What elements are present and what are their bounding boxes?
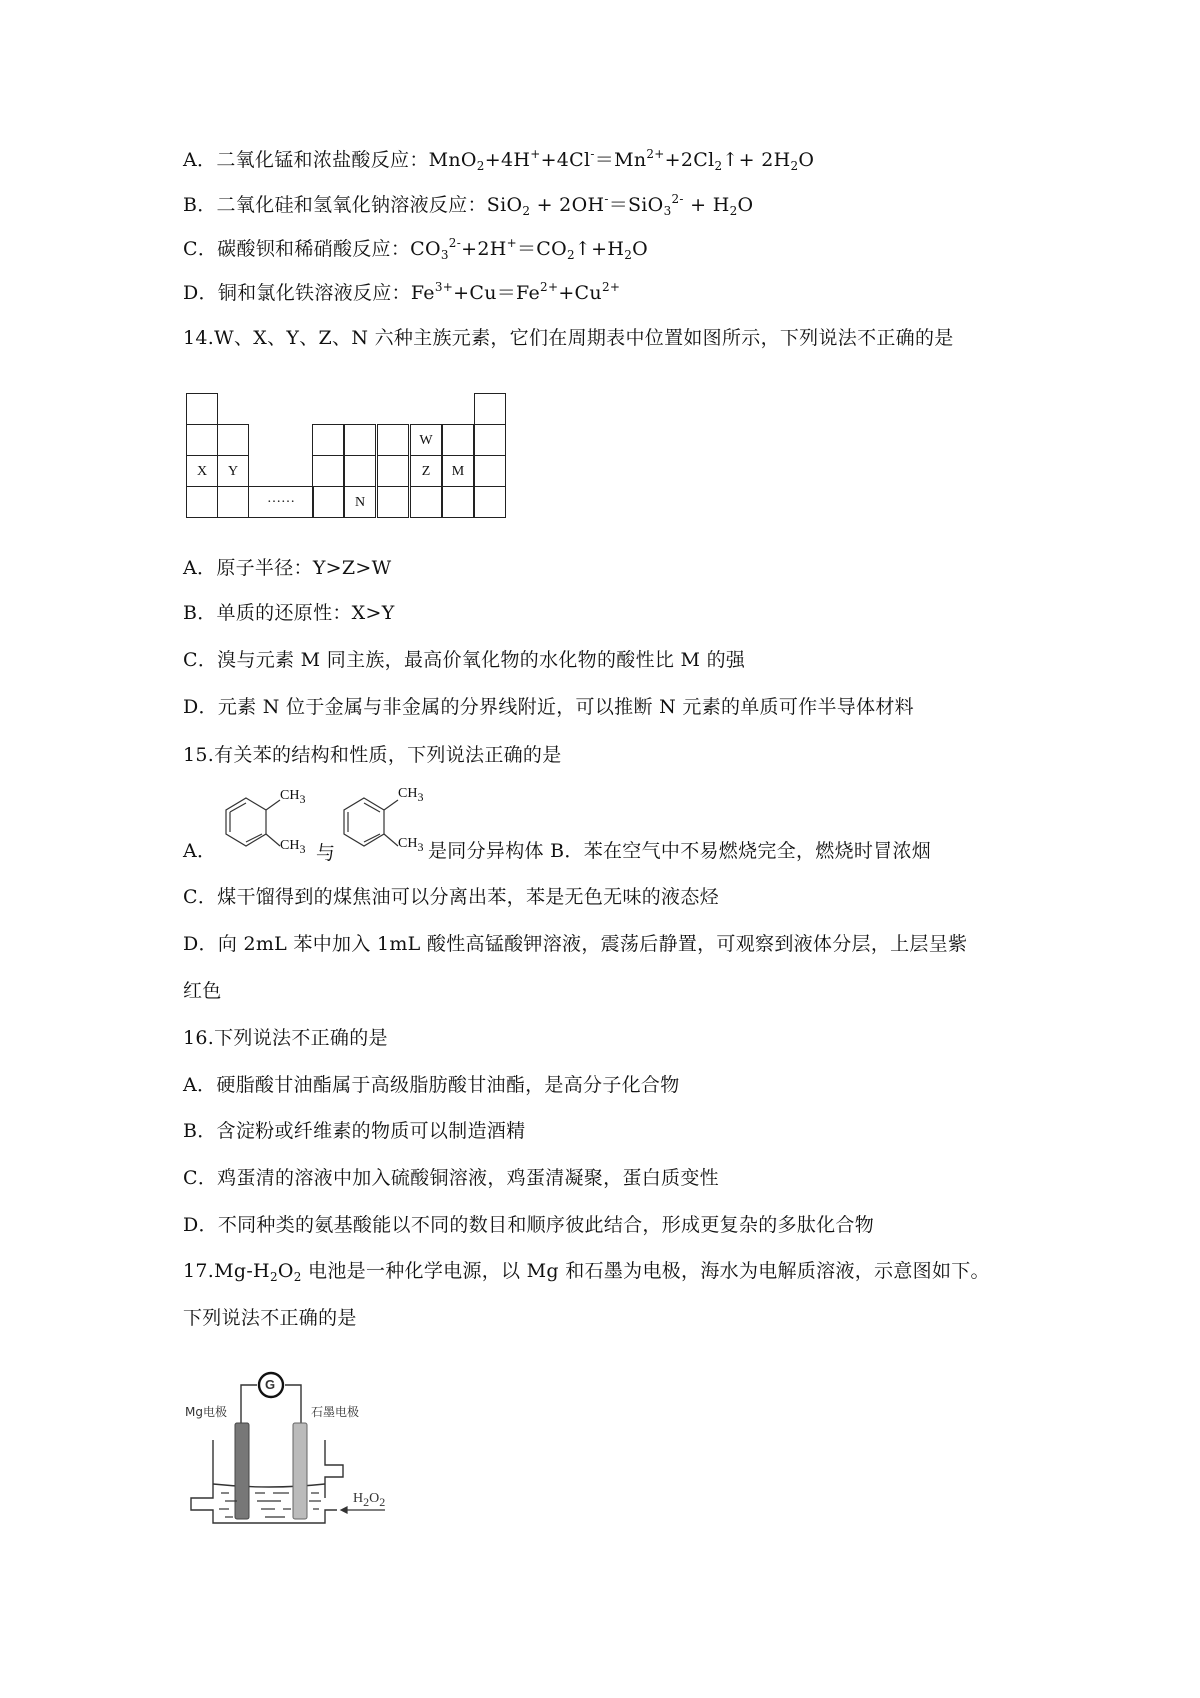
mg-electrode: [235, 1423, 249, 1519]
q13-option-b: B．二氧化硅和氢氧化钠溶液反应：$SiO_2 + 2OH^-=SiO_3^{2-} + H_2O$: [183, 192, 754, 218]
table-cell: [442, 486, 474, 518]
o-xylene-structure-1: [218, 790, 288, 856]
table-cell-w: W: [410, 424, 442, 456]
q13-option-d: D．铜和氯化铁溶液反应：$Fe^{3+}+Cu=Fe^{2+}+Cu^{2+}$: [183, 280, 621, 304]
galvanometer-label: G: [265, 1377, 276, 1392]
equation: $SiO_2 + 2OH^-=SiO_3^{2-} + H_2O$: [486, 192, 754, 218]
q14-option-b: B．单质的还原性：X>Y: [183, 602, 395, 624]
q15-option-d-continued: 红色: [183, 980, 222, 1002]
q14-stem: 14.W、X、Y、Z、N 六种主族元素，它们在周期表中位置如图所示，下列说法不正确的是: [183, 327, 954, 349]
table-cell-n: N: [344, 486, 376, 518]
table-cell: [186, 424, 218, 456]
mg-electrode-label: Mg电极: [185, 1405, 227, 1419]
table-cell: [474, 486, 506, 518]
table-cell: [474, 455, 506, 487]
table-cell: [344, 455, 376, 487]
equation: $MnO_2+4H^++4Cl^-=Mn^{2+}+2Cl_2↑+ 2H_2O$: [428, 147, 815, 173]
table-cell: [377, 455, 409, 487]
table-cell-m: M: [442, 455, 474, 487]
table-cell: [312, 455, 344, 487]
q16-stem: 16.下列说法不正确的是: [183, 1027, 388, 1049]
methyl-group-label: $CH_3$: [280, 838, 306, 856]
table-cell: [186, 486, 218, 518]
table-cell: [410, 486, 442, 518]
q15-option-a-prefix: A．: [183, 840, 217, 862]
table-cell: [377, 424, 409, 456]
o-xylene-structure-2: [336, 790, 406, 856]
q15-stem: 15.有关苯的结构和性质，下列说法正确的是: [183, 744, 562, 766]
table-cell-ellipsis: ……: [248, 486, 314, 518]
q13-option-c: C．碳酸钡和稀硝酸反应：$CO_3^{2-}+2H^+=CO_2↑+H_2O$: [183, 236, 649, 262]
table-cell: [344, 424, 376, 456]
q17-stem-continued: 下列说法不正确的是: [183, 1307, 357, 1329]
table-cell-z: Z: [410, 455, 442, 487]
table-cell: [312, 486, 344, 518]
equation: $CO_3^{2-}+2H^+=CO_2↑+H_2O$: [410, 236, 649, 262]
table-cell: [312, 424, 344, 456]
h2o2-inlet-label: $H_2O_2$: [353, 1491, 386, 1509]
q13-option-a: A．二氧化锰和浓盐酸反应：$MnO_2+4H^++4Cl^-=Mn^{2+}+2Cl_2↑+ 2H_2O$: [183, 147, 815, 173]
methyl-group-label: $CH_3$: [280, 788, 306, 806]
q16-option-b: B．含淀粉或纤维素的物质可以制造酒精: [183, 1120, 526, 1142]
q15-option-d: D．向 2mL 苯中加入 1mL 酸性高锰酸钾溶液，震荡后静置，可观察到液体分层，上层呈紫: [183, 933, 968, 955]
table-cell: [474, 393, 506, 425]
methyl-group-label: $CH_3$: [398, 836, 424, 854]
table-cell: [217, 424, 249, 456]
q14-option-c: C．溴与元素 M 同主族，最高价氧化物的水化物的酸性比 M 的强: [183, 649, 746, 671]
q16-option-c: C．鸡蛋清的溶液中加入硫酸铜溶液，鸡蛋清凝聚，蛋白质变性: [183, 1167, 719, 1189]
graphite-electrode: [293, 1423, 307, 1519]
equation: $Fe^{3+}+Cu=Fe^{2+}+Cu^{2+}$: [410, 280, 621, 304]
q14-option-a: A．原子半径：Y>Z>W: [183, 557, 392, 579]
table-cell: [442, 424, 474, 456]
table-cell: [474, 424, 506, 456]
methyl-group-label: $CH_3$: [398, 786, 424, 804]
q16-option-a: A．硬脂酸甘油酯属于高级脂肪酸甘油酯，是高分子化合物: [183, 1074, 680, 1096]
q15-option-c: C．煤干馏得到的煤焦油可以分离出苯，苯是无色无味的液态烃: [183, 886, 719, 908]
q16-option-d: D．不同种类的氨基酸能以不同的数目和顺序彼此结合，形成更复杂的多肽化合物: [183, 1214, 875, 1236]
q17-stem: $17.Mg-H_2O_2$ 电池是一种化学电源，以 Mg 和石墨为电极，海水为电解质溶液，示意图如下。: [183, 1260, 990, 1284]
table-cell-y: Y: [217, 455, 249, 487]
q14-option-d: D．元素 N 位于金属与非金属的分界线附近，可以推断 N 元素的单质可作半导体材料: [183, 696, 914, 718]
q15-option-a-b-text: 是同分异构体 B．苯在空气中不易燃烧完全，燃烧时冒浓烟: [428, 840, 932, 862]
conjunction-text: 与: [316, 842, 336, 864]
battery-diagram: [185, 1355, 415, 1529]
table-cell: [377, 486, 409, 518]
graphite-electrode-label: 石墨电极: [311, 1405, 360, 1419]
table-cell-x: X: [186, 455, 218, 487]
table-cell: [186, 393, 218, 425]
table-cell: [217, 486, 249, 518]
